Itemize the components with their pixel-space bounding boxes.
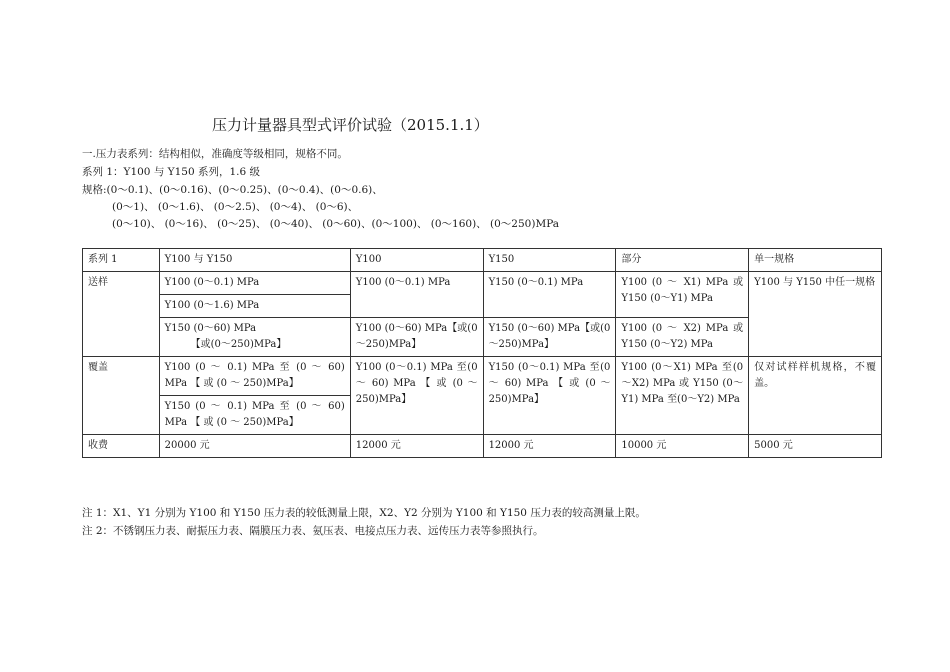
table-cell: Y100 (0～60) MPa【或(0～250)MPa】 [350,318,483,357]
table-cell: Y150 (0～0.1) MPa 至(0～ 60) MPa 【 或 (0 ～250)MPa】 [483,357,616,435]
table-cell: 5000 元 [749,435,882,458]
table-cell: Y100 (0～X1) MPa 至(0～X2) MPa 或 Y150 (0～Y1) MPa 至(0～Y2) MPa [616,357,749,435]
row-label-songyang: 送样 [83,272,160,357]
table-cell: Y100 (0～0.1) MPa 至(0～ 60) MPa 【 或 (0 ～250)MPa】 [350,357,483,435]
table-cell: 20000 元 [159,435,350,458]
table-cell [159,318,350,357]
header-cell: Y100 [350,249,483,272]
table-header-row [83,249,882,272]
header-cell: 部分 [616,249,749,272]
spec-line-3: (0～10)、 (0～16)、 (0～25)、 (0～40)、 (0～60)、(0～100)、 (0～160)、 (0～250)MPa [112,218,560,230]
document-title: 压力计量器具型式评价试验（2015.1.1） [212,116,489,134]
header-cell: Y150 [483,249,616,272]
table-cell: Y100 (0～0.1) MPa [350,272,483,318]
table-cell: Y100 (0 ～ 0.1) MPa 至 (0 ～ 60) MPa 【 或 (0 ～ 250)MPa】 [159,357,350,396]
table-row [83,357,882,396]
row-label-shoufei: 收费 [83,435,160,458]
table-cell: 10000 元 [616,435,749,458]
spec-line-1: 规格:(0～0.1)、(0～0.16)、(0～0.25)、(0～0.4)、(0～0.6)、 [82,184,383,196]
table-row [83,272,882,295]
cell-line: 【或(0～250)MPa】 [190,339,287,350]
table-cell: Y150 (0～0.1) MPa [483,272,616,318]
table-cell: Y150 (0 ～ 0.1) MPa 至 (0 ～ 60) MPa 【 或 (0 ～ 250)MPa】 [159,396,350,435]
spec-line-2: (0～1)、 (0～1.6)、 (0～2.5)、 (0～4)、 (0～6)、 [112,201,359,213]
table-cell: Y100 (0 ～ X2) MPa 或 Y150 (0～Y2) MPa [616,318,749,357]
note-2: 注 2：不锈钢压力表、耐振压力表、隔膜压力表、氨压表、电接点压力表、远传压力表等参照执行。 [82,525,544,537]
row-label-fugai: 覆盖 [83,357,160,435]
cell-line: Y150 (0～60) MPa [164,323,257,334]
table-cell: Y150 (0～60) MPa【或(0～250)MPa】 [483,318,616,357]
header-cell: 单一规格 [749,249,882,272]
series-line: 系列 1：Y100 与 Y150 系列，1.6 级 [82,166,261,178]
header-cell: 系列 1 [83,249,160,272]
table-cell: Y100 (0 ～ X1) MPa 或 Y150 (0～Y1) MPa [616,272,749,318]
note-1: 注 1：X1、Y1 分别为 Y100 和 Y150 压力表的较低测量上限，X2、Y2 分别为 Y100 和 Y150 压力表的较高测量上限。 [82,507,646,519]
intro-line: 一.压力表系列：结构相似，准确度等级相同，规格不同。 [82,148,348,160]
evaluation-table [82,248,882,458]
table-cell: Y100 (0～1.6) MPa [159,295,350,318]
table-row [83,435,882,458]
table-cell: Y100 (0～0.1) MPa [159,272,350,295]
table-cell: 12000 元 [350,435,483,458]
table-cell: 仅对试样样机规格，不覆盖。 [749,357,882,435]
table-cell: 12000 元 [483,435,616,458]
table-cell: Y100 与 Y150 中任一规格 [749,272,882,357]
header-cell: Y100 与 Y150 [159,249,350,272]
